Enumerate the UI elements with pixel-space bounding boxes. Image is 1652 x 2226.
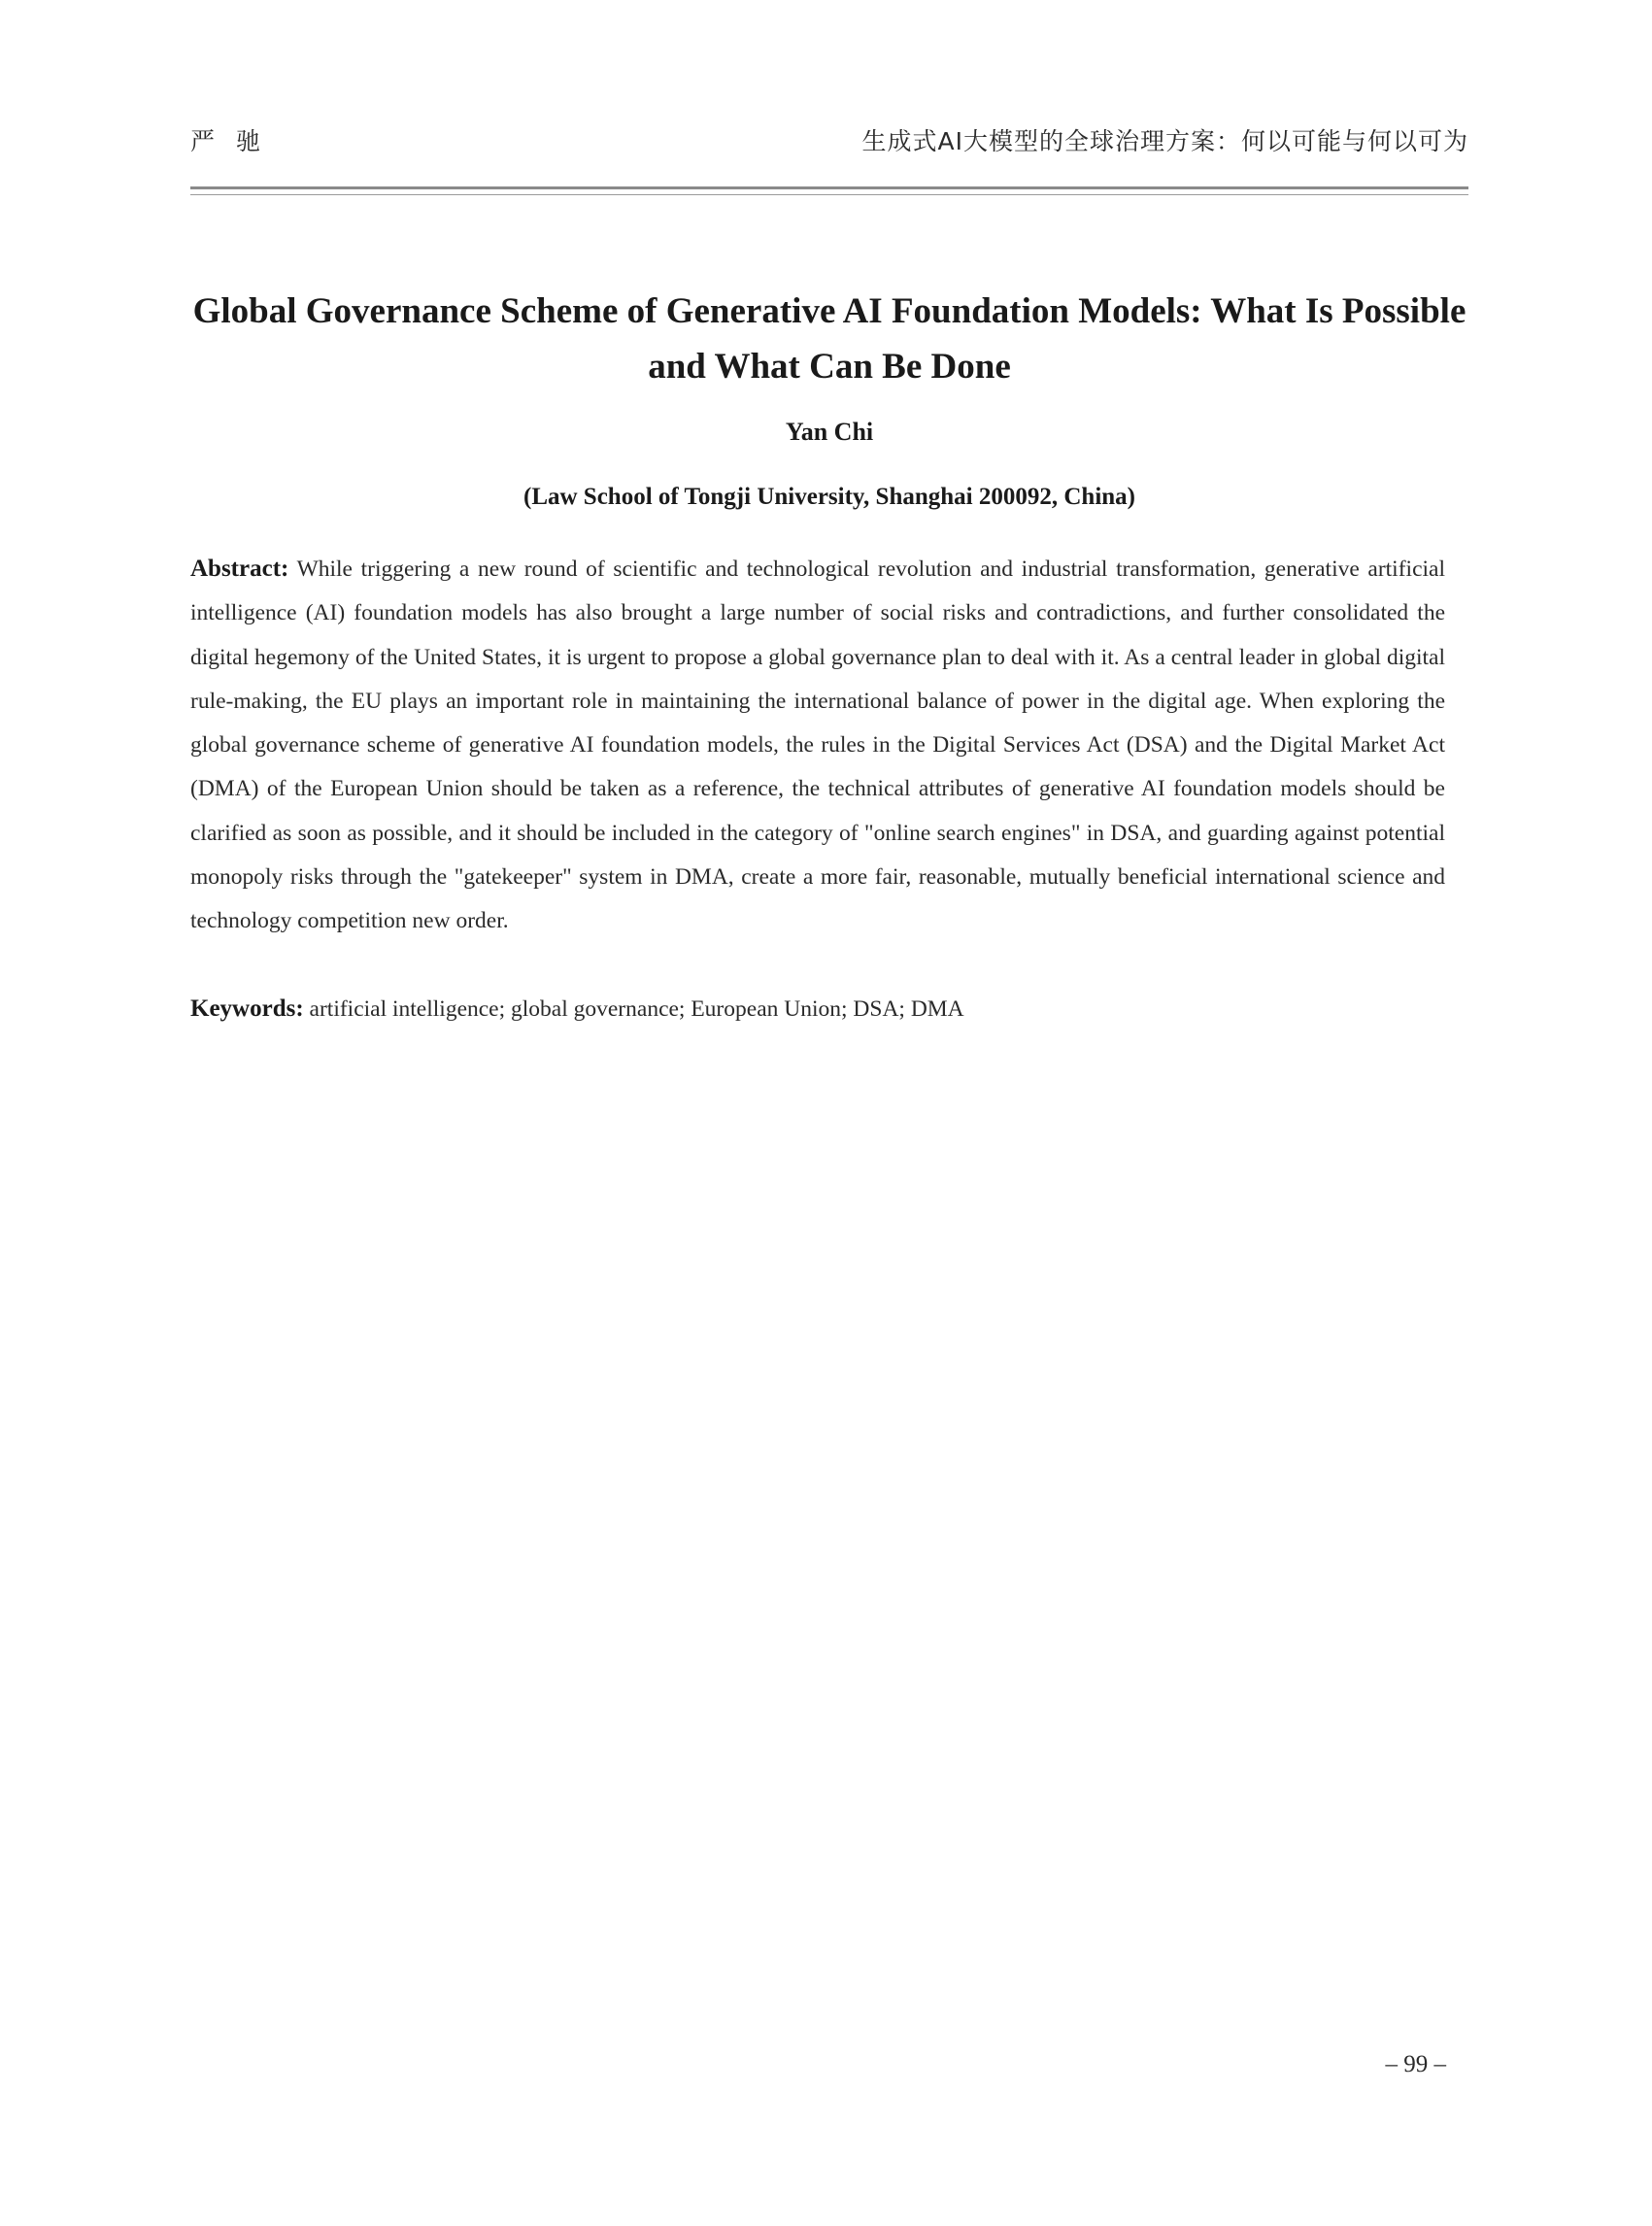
header-author: 严驰 (190, 127, 283, 155)
page-number: – 99 – (1385, 2051, 1446, 2077)
abstract-label: Abstract: (190, 556, 289, 582)
author-name: Yan Chi (785, 418, 874, 446)
keywords-text: artificial intelligence; global governance; European Union; DSA; DMA (309, 996, 964, 1022)
header-rule-thick (190, 186, 1468, 189)
abstract-text: While triggering a new round of scientific and technological revolution and industrial transformation, generative artificial intelligence (AI) foundation models has also brought a large number of social risks and contradictions, and further consolidated the digital hegemony of the United States, it is urgent to propose a global governance plan to deal with it. As a central leader in global digital rule-making, the EU plays an important role in maintaining the international balance of power in the digital age. When exploring the global governance scheme of generative AI foundation models, the rules in the Digital Services Act (DSA) and the Digital Market Act (DMA) of the European Union should be taken as a reference, the technical attributes of generative AI foundation models should be clarified as soon as possible, and it should be included in the category of "online search engines" in DSA, and guarding against potential monopoly risks through the "gatekeeper" system in DMA, create a more fair, reasonable, mutually beneficial international science and technology competition new order. (190, 556, 1445, 934)
running-header (190, 122, 1468, 161)
paper-title: Global Governance Scheme of Generative AI Foundation Models: What Is Possible and What Can Be Done (192, 291, 1467, 387)
abstract (190, 547, 1445, 944)
author-affiliation: (Law School of Tongji University, Shanghai 200092, China) (523, 484, 1135, 510)
header-title: 生成式AI大模型的全球治理方案：何以可能与何以可为 (861, 127, 1468, 155)
keywords (190, 987, 1445, 1031)
header-rule-thin (190, 194, 1468, 195)
keywords-label: Keywords: (190, 995, 304, 1022)
